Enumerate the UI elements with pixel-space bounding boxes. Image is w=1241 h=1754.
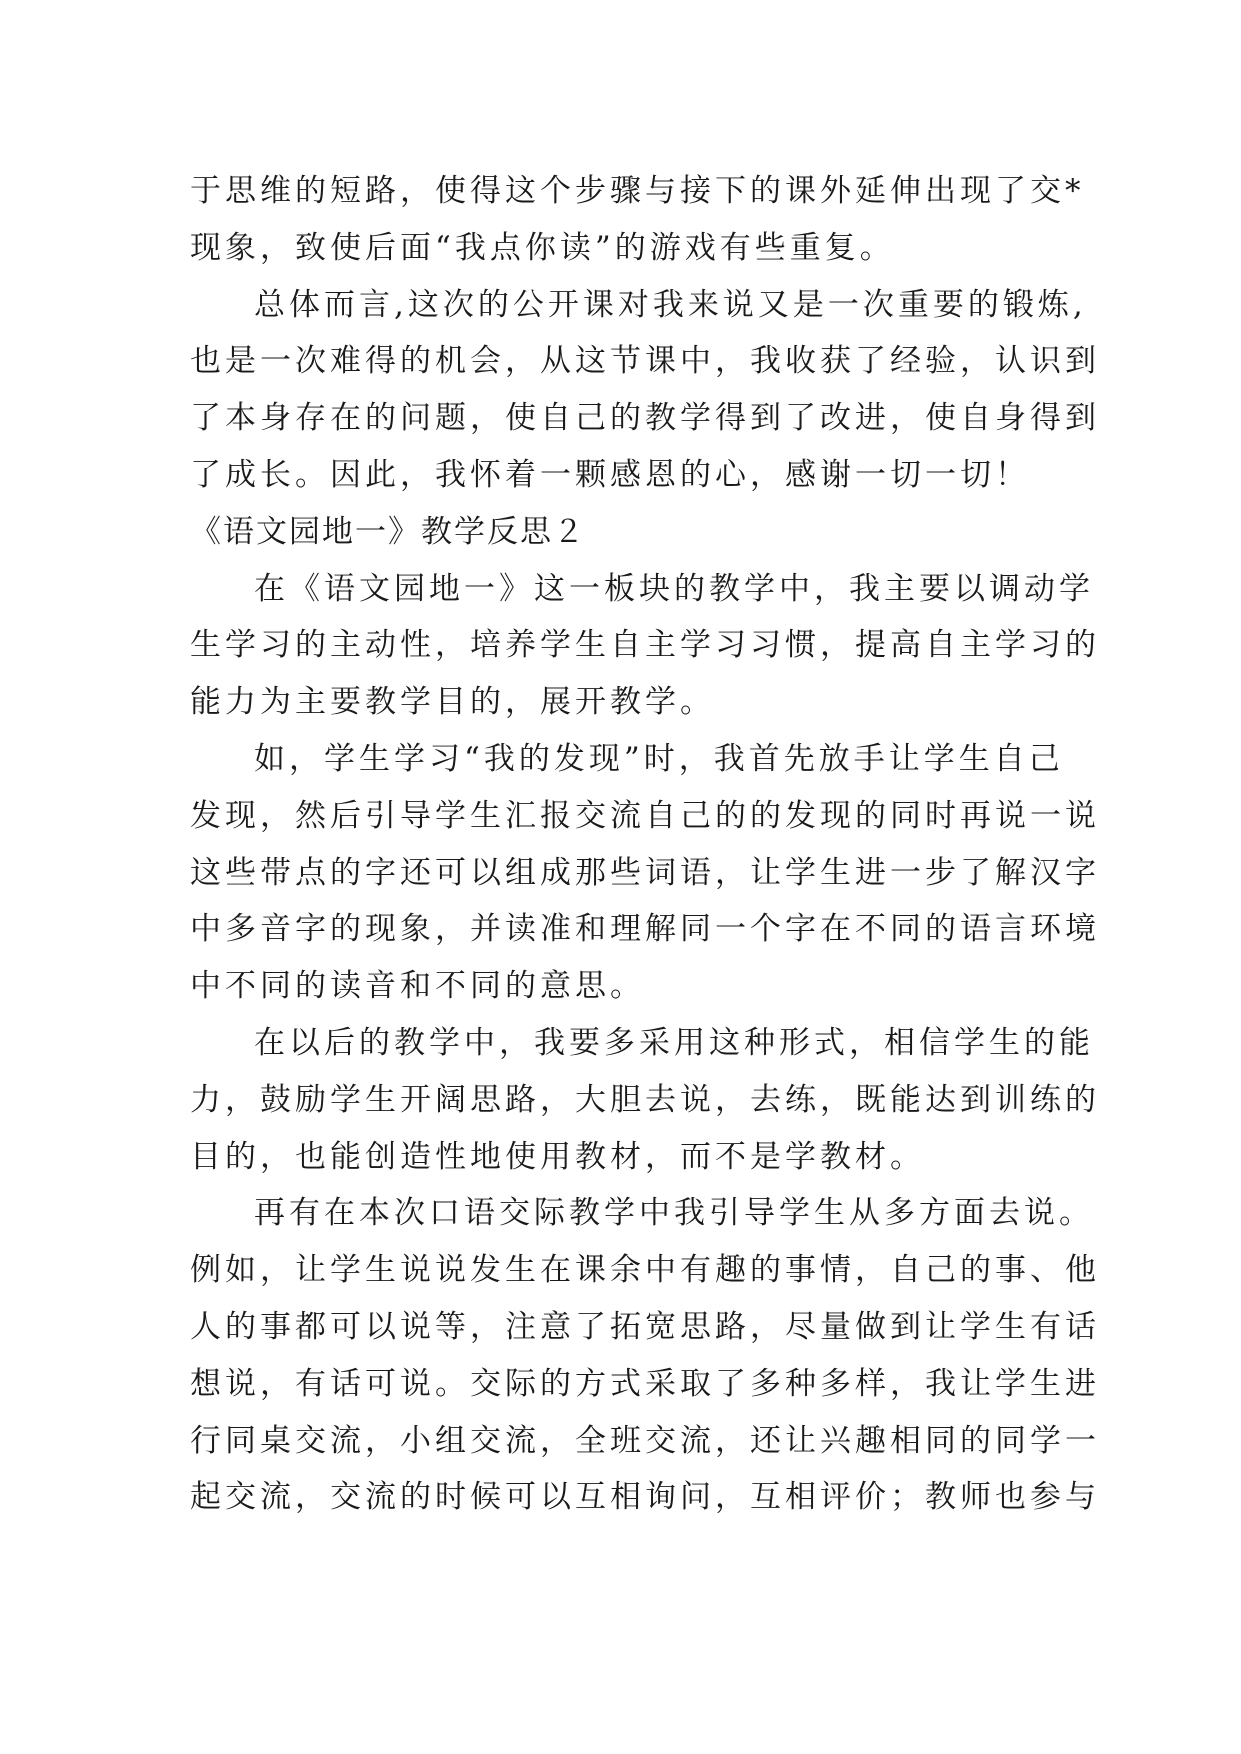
section-heading: 《语文园地一》教学反思２: [190, 513, 586, 550]
text-line: 能力为主要教学目的，展开教学。: [190, 684, 715, 721]
text-line: 于思维的短路，使得这个步骤与接下的课外延伸出现了交*: [190, 173, 1085, 209]
text-line: 行同桌交流，小组交流，全班交流，还让兴趣相同的同学一: [190, 1422, 1100, 1459]
document-body: [190, 163, 1100, 1526]
text-line: 现象，致使后面“我点你读”的游戏有些重复。: [190, 229, 895, 266]
text-line: 在《语文园地一》这一板块的教学中，我主要以调动学: [254, 570, 1094, 607]
text-line: 如，学生学习“我的发现”时，我首先放手让学生自己: [254, 740, 1064, 777]
text-line: 人的事都可以说等，注意了拓宽思路，尽量做到让学生有话: [190, 1308, 1100, 1345]
text-line: 起交流，交流的时候可以互相询问，互相评价；教师也参与: [190, 1479, 1100, 1516]
text-line: 再有在本次口语交际教学中我引导学生从多方面去说。: [254, 1195, 1094, 1232]
text-line: 总体而言,这次的公开课对我来说又是一次重要的锻炼,: [254, 286, 1087, 323]
text-line: 生学习的主动性，培养学生自主学习习惯，提高自主学习的: [190, 627, 1100, 664]
text-line: 在以后的教学中，我要多采用这种形式，相信学生的能: [254, 1024, 1094, 1061]
text-line: 例如，让学生说说发生在课余中有趣的事情，自己的事、他: [190, 1252, 1100, 1289]
text-line: 力，鼓励学生开阔思路，大胆去说，去练，既能达到训练的: [190, 1081, 1100, 1118]
text-line: 发现，然后引导学生汇报交流自己的的发现的同时再说一说: [190, 797, 1100, 834]
text-line: 中不同的读音和不同的意思。: [190, 968, 645, 1005]
text-line: 这些带点的字还可以组成那些词语，让学生进一步了解汉字: [190, 854, 1100, 891]
text-line: 也是一次难得的机会，从这节课中，我收获了经验，认识到: [190, 343, 1100, 380]
text-line: 了本身存在的问题，使自己的教学得到了改进，使自身得到: [190, 400, 1100, 437]
text-line: 了成长。因此，我怀着一颗感恩的心，感谢一切一切！: [190, 456, 1030, 493]
text-line: 目的，也能创造性地使用教材，而不是学教材。: [190, 1138, 925, 1175]
text-line: 中多音字的现象，并读准和理解同一个字在不同的语言环境: [190, 911, 1100, 948]
text-line: 想说，有话可说。交际的方式采取了多种多样，我让学生进: [190, 1365, 1100, 1402]
